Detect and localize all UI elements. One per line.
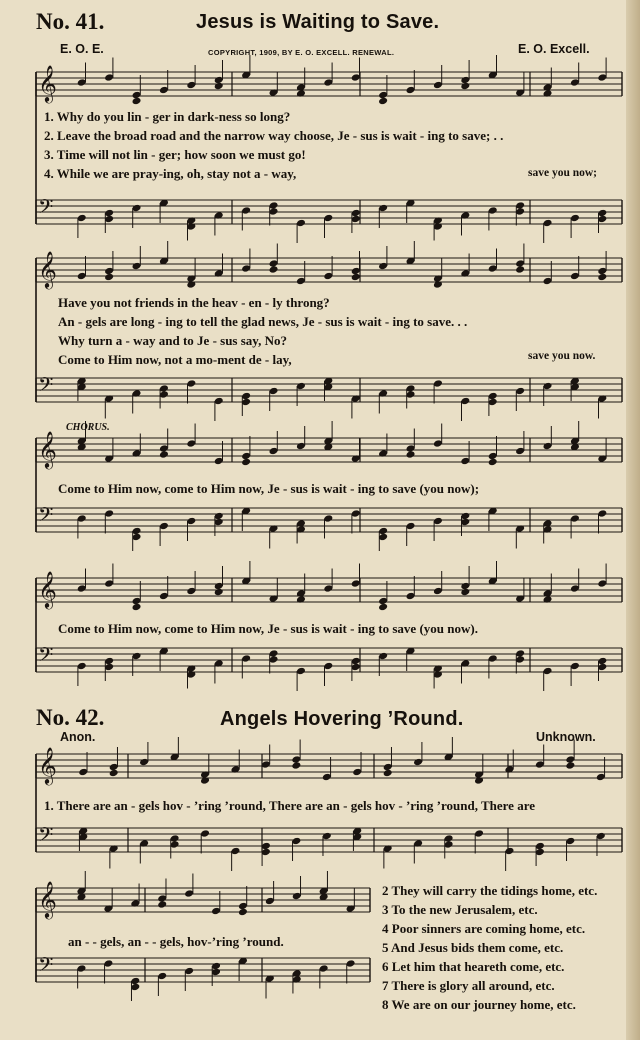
note-head — [291, 761, 301, 770]
hymn41-title: Jesus is Waiting to Save. — [196, 11, 440, 33]
treble-clef: 𝄞 — [38, 746, 57, 784]
hymn41-copyright: COPYRIGHT, 1909, BY E. O. EXCELL. RENEWAL. — [208, 48, 395, 57]
note-head — [488, 458, 498, 467]
hymn41-verse-4-line: 4. While we are pray-ing, oh, stay not a - way, — [44, 166, 297, 181]
note-head — [159, 450, 169, 459]
treble-clef: 𝄞 — [38, 250, 57, 288]
note-head — [104, 273, 114, 282]
treble-clef: 𝄞 — [38, 64, 57, 102]
bass-clef: 𝄢 — [38, 503, 54, 531]
bass-clef: 𝄢 — [38, 643, 54, 671]
hymn42-verse-3: 3 To the new Jerusalem, etc. — [382, 902, 538, 917]
chorus-line-2: Come to Him now, come to Him now, Je - sus is wait - ing to save (you now). — [58, 621, 478, 636]
hymn41-s2-line-3: Why turn a - way and to Je - sus say, No? — [58, 333, 287, 348]
hymn41-system1-end: save you now; — [528, 167, 598, 179]
hymn41-words-credit: E. O. E. — [60, 42, 104, 56]
hymn42-verse-2: 2 They will carry the tidings home, etc. — [382, 883, 598, 898]
page-edge — [626, 0, 640, 1040]
hymn41-music-credit: E. O. Excell. — [518, 42, 590, 56]
hymn42-number: No. 42. — [36, 705, 105, 730]
note-head — [269, 265, 279, 274]
hymn42-line-1: 1. There are an - gels hov - ’ring ’round, There are an - gels hov - ’ring ’round, There are — [44, 798, 535, 813]
note-head — [460, 588, 470, 597]
note-head — [109, 769, 119, 778]
note-head — [214, 588, 224, 597]
note-head — [406, 450, 416, 459]
hymn42-verse-5: 5 And Jesus bids them come, etc. — [382, 940, 564, 955]
hymn42-verse-4: 4 Poor sinners are coming home, etc. — [382, 921, 586, 936]
note-head — [378, 603, 388, 612]
note-head — [238, 908, 248, 917]
treble-clef: 𝄞 — [38, 570, 57, 608]
note-head — [378, 97, 388, 106]
note-head — [157, 900, 167, 909]
bass-clef: 𝄢 — [38, 195, 54, 223]
bass-clef: 𝄢 — [38, 953, 54, 981]
hymn42-verse-6: 6 Let him that heareth come, etc. — [382, 959, 565, 974]
hymn42-verse-8: 8 We are on our journey home, etc. — [382, 997, 576, 1012]
hymn42-music-credit: Unknown. — [536, 730, 596, 744]
treble-clef: 𝄞 — [38, 880, 57, 918]
hymn41-s2-line-1: Have you not friends in the heav - en - ly throng? — [58, 295, 330, 310]
note-head — [132, 97, 142, 106]
hymn41-number: No. 41. — [36, 9, 105, 34]
hymn42-title: Angels Hovering ’Round. — [220, 708, 464, 730]
note-head — [351, 273, 361, 282]
hymn41-verse-1-line: 1. Why do you lin - ger in dark-ness so long? — [44, 109, 291, 124]
note-head — [565, 761, 575, 770]
note-head — [515, 265, 525, 274]
note-head — [383, 769, 393, 778]
note-head — [597, 273, 607, 282]
hymn41-s2-line-2: An - gels are long - ing to tell the glad news, Je - sus is wait - ing to save. . . — [58, 314, 468, 329]
note-head — [214, 82, 224, 91]
note-head — [460, 82, 470, 91]
bass-clef: 𝄢 — [38, 373, 54, 401]
hymn42-line-2: an - - gels, an - - gels, hov-’ring ’round. — [68, 934, 284, 949]
hymn41-verse-3-line: 3. Time will not lin - ger; how soon we must go! — [44, 147, 306, 162]
bass-clef: 𝄢 — [38, 823, 54, 851]
note-head — [132, 603, 142, 612]
hymn41-s2-line-4: Come to Him now, not a mo-ment de - lay, — [58, 352, 292, 367]
hymn42-words-credit: Anon. — [60, 730, 96, 744]
hymn41-verse-2-line: 2. Leave the broad road and the narrow way choose, Je - sus is wait - ing to save; . . — [44, 128, 504, 143]
treble-clef: 𝄞 — [38, 430, 57, 468]
hymn41-system2-end: save you now. — [528, 350, 596, 362]
chorus-label: CHORUS. — [66, 422, 110, 433]
hymn42-verse-7: 7 There is glory all around, etc. — [382, 978, 555, 993]
chorus-line-1: Come to Him now, come to Him now, Je - sus is wait - ing to save (you now); — [58, 481, 480, 496]
note-head — [241, 458, 251, 467]
